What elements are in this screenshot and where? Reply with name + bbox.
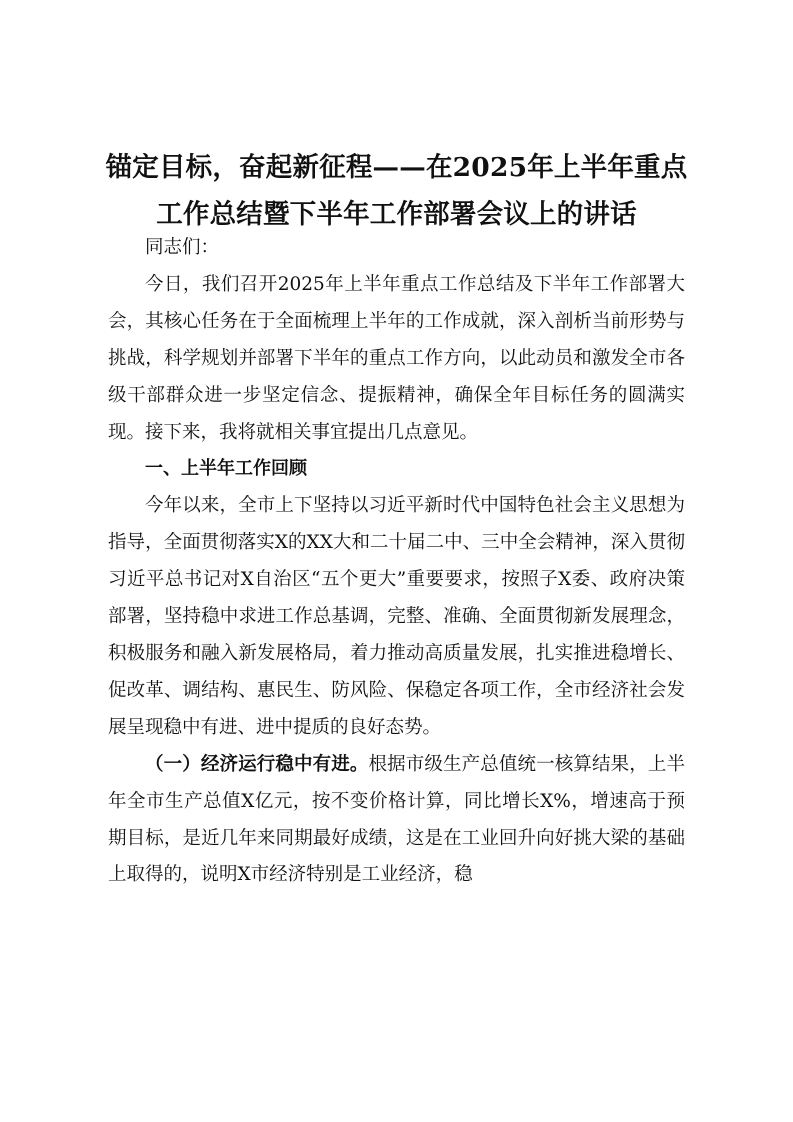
section-1-paragraph: 今年以来，全市上下坚持以习近平新时代中国特色社会主义思想为指导，全面贯彻落实X的XX大和二十届二中、三中全会精神，深入贯彻习近平总书记对X自治区“五个更大”重要要求，按照子X委、政府决策部署，坚持稳中求进工作总基调，完整、准确、全面贯彻新发展理念，积极服务和融入新发展格局，着力推动高质量发展，扎实推进稳增长、促改革、调结构、惠民生、防风险、保稳定各项工作，全市经济社会发展呈现稳中有进、进中提质的良好态势。 <box>108 495 685 738</box>
subsection-1-text: 根据市级生产总值统一核算结果，上半年全市生产总值X亿元，按不变价格计算，同比增长X%，增速高于预期目标，是近几年来同期最好成绩，这是在工业回升向好挑大梁的基础上取得的，说明X市经济特别是工业经济，稳 <box>108 753 685 886</box>
subsection-1-heading: （一）经济运行稳中有进。 <box>145 753 369 775</box>
section-heading-1: 一、上半年工作回顾 <box>145 458 307 480</box>
subsection-1-paragraph <box>108 747 685 895</box>
document-title: 锚定目标，奋起新征程——在2025年上半年重点工作总结暨下半年工作部署会议上的讲话 <box>105 152 688 230</box>
intro-paragraph: 今日，我们召开2025年上半年重点工作总结及下半年工作部署大会，其核心任务在于全面梳理上半年的工作成就，深入剖析当前形势与挑战，科学规划并部署下半年的重点工作方向，以此动员和激发全市各级干部群众进一步坚定信念、提振精神，确保全年目标任务的圆满实现。接下来，我将就相关事宜提出几点意见。 <box>108 273 685 443</box>
salutation: 同志们： <box>145 237 220 258</box>
document-body <box>108 230 685 894</box>
